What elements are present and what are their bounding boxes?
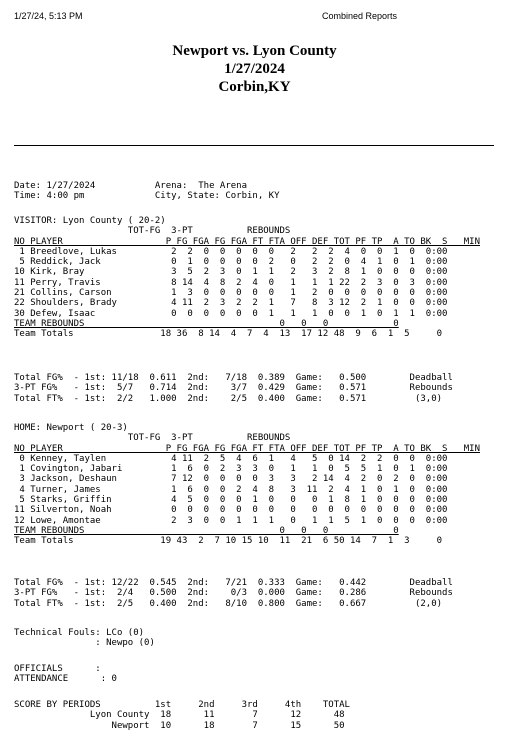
visitor-percentages <box>14 373 453 404</box>
table-row: 30 Defew, Isaac 0 0 0 0 0 0 1 1 1 0 0 1 0 1 1 0:00 <box>14 308 448 319</box>
home-section <box>14 423 480 547</box>
table-row: 1 Covington, Jabari 1 6 0 2 3 3 0 1 1 0 5 5 1 0 1 0:00 <box>14 464 448 475</box>
table-row: 3 Jackson, Deshaun 7 12 0 0 0 0 3 3 2 14 4 2 0 2 0 0:00 <box>14 474 448 485</box>
visitor-fg-line: Total FG% - 1st: 11/18 0.611 2nd: 7/18 0.389 Game: 0.500 Deadball <box>14 373 453 383</box>
periods-header: SCORE BY PERIODS 1st 2nd 3rd 4th TOTAL <box>14 700 350 710</box>
table-row: 5 Reddick, Jack 0 1 0 0 0 0 2 0 2 2 0 4 1 0 1 0:00 <box>14 257 448 268</box>
technical-fouls <box>14 628 155 649</box>
game-date-title: 1/27/2024 <box>224 61 285 77</box>
visitor-team-totals: Team Totals 18 36 8 14 4 7 4 13 17 12 48 9 6 1 5 0 <box>14 329 443 340</box>
home-column-header: NO PLAYER P FG FGA FG FGA FT FTA OFF DEF TOT PF TP A TO BK S MIN <box>14 443 480 454</box>
table-row: 5 Starks, Griffin 4 5 0 0 0 1 0 0 0 1 8 1 0 0 0 0:00 <box>14 495 448 506</box>
date-arena-line: Date: 1/27/2024 Arena: The Arena <box>14 181 247 191</box>
officials-line: OFFICIALS : <box>14 664 101 674</box>
table-row: 21 Collins, Carson 1 3 0 0 0 0 0 1 2 0 0 0 0 0 0 0:00 <box>14 288 448 299</box>
periods-row: Lyon County 18 11 7 12 48 <box>14 710 345 721</box>
table-row: 4 Turner, James 1 6 0 0 2 4 8 3 11 2 4 1 0 1 0 0:00 <box>14 484 448 495</box>
officials-block <box>14 664 117 685</box>
home-three-line: 3-PT FG% - 1st: 2/4 0.500 2nd: 0/3 0.000 Game: 0.286 Rebounds <box>14 588 453 599</box>
header-divider <box>14 145 494 146</box>
home-group-header: TOT-FG 3-PT REBOUNDS <box>14 433 291 444</box>
visitor-section <box>14 216 480 340</box>
visitor-team-rebounds: TEAM REBOUNDS 0 0 0 0 <box>14 318 399 329</box>
visitor-column-header: NO PLAYER P FG FGA FG FGA FT FTA OFF DEF TOT PF TP A TO BK S MIN <box>14 236 480 247</box>
table-row: 22 Shoulders, Brady 4 11 2 3 2 2 1 7 8 3 12 2 1 0 0 0:00 <box>14 298 448 309</box>
home-ft-line: Total FT% - 1st: 2/5 0.400 2nd: 8/10 0.800 Game: 0.667 (2,0) <box>14 598 443 609</box>
home-fg-line: Total FG% - 1st: 12/22 0.545 2nd: 7/21 0.333 Game: 0.442 Deadball <box>14 578 453 588</box>
table-row: 10 Kirk, Bray 3 5 2 3 0 1 1 2 3 2 8 1 0 0 0 0:00 <box>14 267 448 278</box>
game-location-title: Corbin,KY <box>218 79 291 95</box>
visitor-group-header: TOT-FG 3-PT REBOUNDS <box>14 226 291 237</box>
time-city-line: Time: 4:00 pm City, State: Corbin, KY <box>14 191 280 202</box>
score-by-periods <box>14 700 350 731</box>
game-info <box>14 181 280 202</box>
technical-fouls-line-2: : Newpo (0) <box>14 638 155 649</box>
technical-fouls-line-1: Technical Fouls: LCo (0) <box>14 628 145 638</box>
home-team-line: HOME: Newport ( 20-3) <box>14 423 128 433</box>
home-team-rebounds: TEAM REBOUNDS 0 0 0 0 <box>14 525 399 536</box>
table-row: 12 Lowe, Amontae 2 3 0 0 1 1 1 0 1 1 5 1 0 0 0 0:00 <box>14 515 448 526</box>
visitor-three-line: 3-PT FG% - 1st: 5/7 0.714 2nd: 3/7 0.429 Game: 0.571 Rebounds <box>14 383 453 394</box>
periods-row: Newport 10 18 7 15 50 <box>14 720 345 731</box>
table-row: 0 Kenney, Taylen 4 11 2 5 4 6 1 4 5 0 14 2 2 0 0 0:00 <box>14 453 448 464</box>
visitor-ft-line: Total FT% - 1st: 2/2 1.000 2nd: 2/5 0.400 Game: 0.571 (3,0) <box>14 393 443 404</box>
table-row: 11 Silverton, Noah 0 0 0 0 0 0 0 0 0 0 0 0 0 0 0 0:00 <box>14 505 448 516</box>
matchup-title: Newport vs. Lyon County <box>172 43 337 59</box>
print-datetime: 1/27/24, 5:13 PM <box>14 11 83 21</box>
home-percentages <box>14 578 453 609</box>
attendance-line: ATTENDANCE : 0 <box>14 674 117 685</box>
report-name: Combined Reports <box>322 11 398 21</box>
table-row: 11 Perry, Travis 8 14 4 8 2 4 0 1 1 1 22 2 3 0 3 0:00 <box>14 277 448 288</box>
visitor-team-line: VISITOR: Lyon County ( 20-2) <box>14 216 166 226</box>
home-team-totals: Team Totals 19 43 2 7 10 15 10 11 21 6 50 14 7 1 3 0 <box>14 536 443 547</box>
table-row: 1 Breedlove, Lukas 2 2 0 0 0 0 0 2 2 2 4 0 0 1 0 0:00 <box>14 246 448 257</box>
